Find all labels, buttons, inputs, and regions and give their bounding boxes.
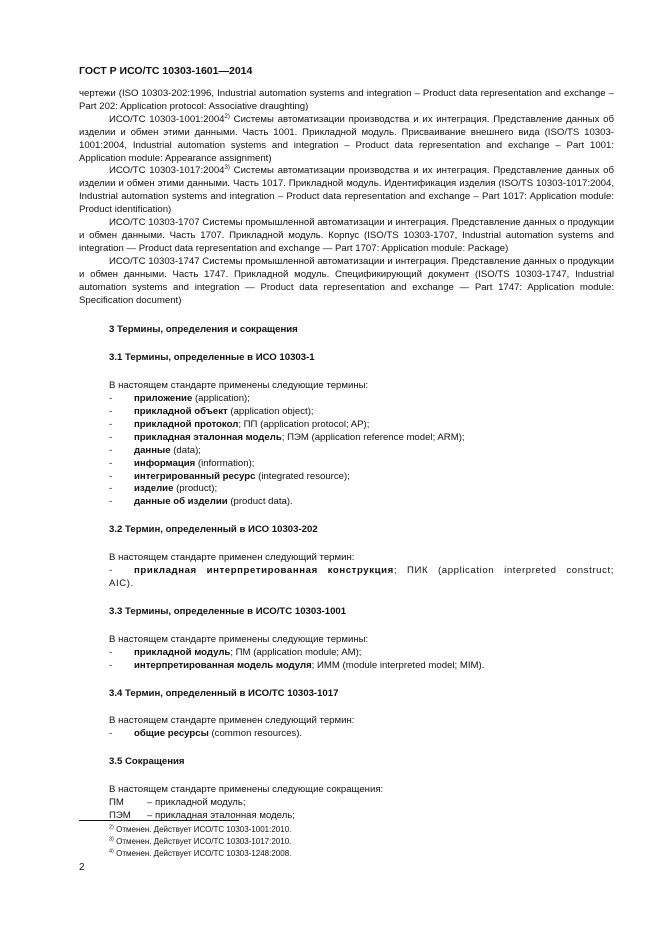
list-item: - общие ресурсы (common resources). [109, 728, 303, 740]
subsection-heading: 3.2 Термин, определенный в ИСО 10303-202 [109, 524, 318, 536]
ref-paragraph: ИСО/ТС 10303-1001:2004$^{2)}$ Системы автоматизации производства и их интеграция. Представление данных об изделии и обмен этими данными. Часть 1001. Прикладной модуль. Присваивание внешнего вида (ISO/TS 10303-1001:2004, Industrial automation systems and integration – Product data representation and exchange – Part 1001: Application module: Appearance assignment) [79, 113, 614, 164]
list-intro: В настоящем стандарте применены следующие термины: [109, 380, 369, 392]
list-dash: - [109, 483, 113, 495]
list-item-text: данные об изделии (product data). [134, 496, 293, 508]
abbreviation-list [79, 797, 614, 823]
list-dash: - [109, 393, 113, 405]
list-item-text: данные (data); [134, 444, 201, 456]
list-dash: - [109, 457, 113, 469]
term-list [79, 565, 614, 591]
list-item-text: интерпретированная модель модуля; ИММ (module interpreted model; MIM). [134, 659, 485, 671]
footnote: $^{4)}$ Отменен. Действует ИСО/ТС 10303-1248:2008. [109, 848, 292, 858]
abbreviation-item: ПЭМ – прикладная эталонная модель; [109, 809, 295, 821]
section-heading: 3 Термины, определения и сокращения [109, 324, 298, 336]
footnote: $^{3)}$ Отменен. Действует ИСО/ТС 10303-1017:2010. [109, 836, 292, 846]
list-item-text: прикладной объект (application object); [134, 406, 314, 418]
footnote: $^{2)}$ Отменен. Действует ИСО/ТС 10303-1001:2010. [109, 824, 292, 834]
list-item [109, 660, 614, 673]
list-dash: - [109, 418, 113, 430]
list-item [109, 647, 614, 660]
list-item [109, 445, 614, 458]
ref-paragraph: ИСО/ТС 10303-1747 Системы промышленной автоматизации и интеграция. Представление данных о продукции и обмен данными. Часть 1747. Прикладной модуль. Спецификирующий документ (ISO/TS 10303-1747, Industrial automation systems and integration — Product data representation and exchange — Part 1747: Application module: Specification document) [79, 255, 614, 306]
list-intro: В настоящем стандарте применен следующий термин: [109, 552, 355, 564]
list-dash: - [109, 496, 113, 508]
list-dash: - [109, 444, 113, 456]
footnotes [109, 824, 291, 860]
list-item-text: интегрированный ресурс (integrated resource); [134, 470, 350, 482]
subsection-heading: 3.4 Термин, определенный в ИСО/ТС 10303-1017 [109, 687, 339, 699]
list-item [109, 432, 614, 445]
term-list [79, 393, 614, 509]
list-item [109, 406, 614, 419]
list-item-text: прикладная эталонная модель; ПЭМ (application reference model; ARM); [134, 431, 465, 443]
list-item [109, 496, 614, 509]
page-header: ГОСТ Р ИСО/ТС 10303-1601—2014 [79, 65, 253, 77]
list-item [109, 458, 614, 471]
list-dash: - [109, 659, 113, 671]
list-dash: - [109, 431, 113, 443]
list-dash: - [109, 646, 113, 658]
list-intro: В настоящем стандарте применены следующие сокращения: [109, 784, 384, 796]
list-item-text: изделие (product); [134, 483, 218, 495]
ref-paragraph: ИСО/ТС 10303-1707 Системы промышленной автоматизации и интеграция. Представление данных о продукции и обмен данными. Часть 1707. Прикладной модуль. Корпус (ISO/TS 10303-1707, Industrial automation systems and integration — Product data representation and exchange — Part 1707: Application module: Package) [79, 217, 614, 254]
subsection-heading: 3.1 Термины, определенные в ИСО 10303-1 [109, 352, 315, 364]
ref-paragraph: чертежи (ISO 10303-202:1996, Industrial automation systems and integration – Product data representation and exchange – Part 202: Application protocol: Associative draughting) [79, 88, 614, 112]
subsection-heading: 3.3 Термины, определенные в ИСО/ТС 10303-1001 [109, 605, 347, 617]
list-dash: - [109, 470, 113, 482]
abbreviation-item: ПМ – прикладной модуль; [109, 797, 246, 809]
footnote-divider [79, 820, 239, 821]
list-item [109, 483, 614, 496]
page-number: 2 [79, 862, 85, 873]
list-item [109, 393, 614, 406]
list-intro: В настоящем стандарте применены следующие термины: [109, 633, 369, 645]
list-item-text: прикладной модуль; ПМ (application module; AM); [134, 646, 362, 658]
page-body [79, 88, 614, 823]
list-intro: В настоящем стандарте применен следующий термин: [109, 715, 355, 727]
list-item-text: прикладной протокол; ПП (application protocol; AP); [134, 418, 370, 430]
list-item-text: информация (information); [134, 457, 255, 469]
list-dash: - [109, 406, 113, 418]
list-item-text: приложение (application); [134, 393, 250, 405]
ref-paragraph: ИСО/ТС 10303-1017:2004$^{3)}$ Системы автоматизации производства и их интеграция. Представление данных об изделии и обмен этими данными. Часть 1017. Прикладной модуль. Идентификация изделия (ISO/TS 10303-1017:2004, Industrial automation systems and integration – Product data representation and exchange – Part 1017: Application module: Product identification) [79, 165, 614, 216]
term-list [79, 647, 614, 673]
list-item [109, 471, 614, 484]
list-item: - прикладная интерпретированная конструкция; ПИК (application interpreted construct; AIC). [109, 565, 614, 589]
list-item [109, 419, 614, 432]
subsection-heading: 3.5 Сокращения [109, 756, 185, 768]
